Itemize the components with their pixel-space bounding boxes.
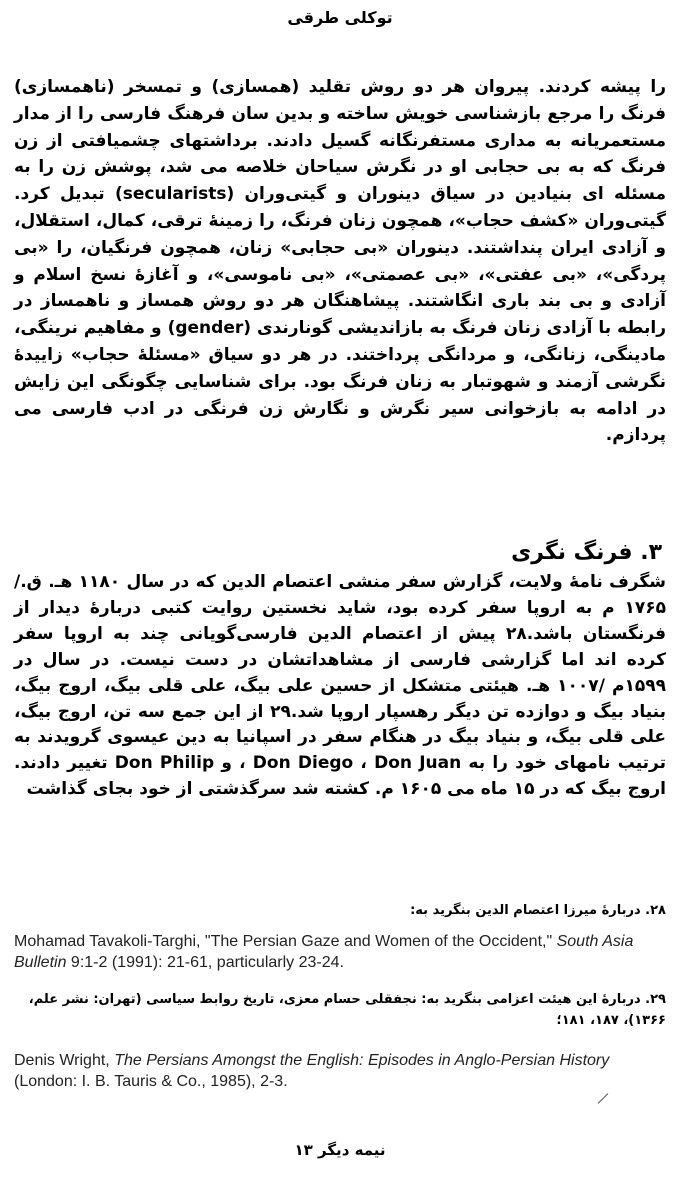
footnote-29-english — [14, 1050, 666, 1092]
section2-paragraph: شگرف نامهٔ ولایت، گزارش سفر منشی اعتصام الدین که در سال ۱۱۸۰ هـ. ق./ ۱۷۶۵ م به اروپا سفر کرده بود، شاید نخستین روایت کتبی دربارهٔ دیدار از فرنگستان باشد.۲۸ پیش از اعتصام الدین فارسی‌گویانی چند به اروپا سفر کرده اند اما گزارشی فارسی از مشاهداتشان در دست نیست. در سال در ۱۵۹۹م /۱۰۰۷ هـ. هیئتی متشکل از حسین علی بیگ، علی قلی بیگ، اروج بیگ، بنیاد بیگ و دوازده تن دیگر رهسپار اروپا شد.۲۹ از این جمع سه تن، اروج بیگ، علی قلی بیگ، و بنیاد بیگ در هنگام سفر در اسپانیا به دین عیسوی گرویدند به ترتیب نامهای خود را به Don Diego ، Don Juan ، و Don Philip تغییر دادند. اروج بیگ که در ۱۵ ماه می ۱۶۰۵ م. کشته شد سرگذشتی از خود بجای گذاشت — [14, 572, 666, 800]
footnote-28-english — [14, 931, 666, 973]
section1-body — [14, 74, 666, 449]
footnote-28-persian: ۲۸. دربارهٔ میرزا اعتصام الدین بنگرید به: — [410, 903, 666, 918]
footnote-28-text-a: Mohamad Tavakoli-Targhi, "The Persian Gaze and Women of the Occident," — [14, 933, 557, 950]
footnote-28-journal: South Asia Bulletin — [14, 933, 634, 971]
footnote-29-text-b: (London: I. B. Tauris & Co., 1985), 2-3. — [14, 1073, 288, 1090]
section2-body — [14, 570, 666, 803]
pen-mark — [598, 1093, 609, 1104]
running-header: توکلی طرقی — [287, 8, 393, 27]
footnote-29-book-title: The Persians Amongst the English: Episodes in Anglo-Persian History — [114, 1052, 610, 1069]
footnote-29-text-a: Denis Wright, — [14, 1052, 115, 1069]
footnote-28-text-b: 9:1-2 (1991): 21-61, particularly 23-24. — [66, 954, 344, 971]
footnote-29-persian: ۲۹. دربارهٔ این هیئت اعزامی بنگرید به: نجفقلی حسام معزی، تاریخ روابط سیاسی (تهران: نشر علم، ۱۳۶۶)، ۱۸۷، ۱۸۱؛ — [28, 992, 666, 1028]
page-footer: نیمه دیگر ۱۳ — [294, 1141, 386, 1159]
section1-paragraph: را پیشه کردند. پیروان هر دو روش تقلید (همسازی) و تمسخر (ناهمسازی) فرنگ را مرجع بازشناسی خویش ساخته و بدین سان فرهنگ فارسی را از مدار مستعمریانه به مداری مستفرنگانه گسیل دادند. برداشتهای چشمیافتی از زن فرنگ که به بی حجابی او در نگرش سیاحان خلاصه می شد، پوشش زن را به مسئله ای بنیادین در سیاق دینوران و گیتی‌وران (secularists) تبدیل کرد. گیتی‌وران «کشف حجاب»، همچون زنان فرنگ، را زمینهٔ ترقی، کمال، استقلال، و آزادی ایران پنداشتند. دینوران «بی حجابی» زنان، همچون فرنگیان، را «بی پردگی»، «بی عفتی»، «بی عصمتی»، «بی ناموسی»، و آغازهٔ نسخ اسلام و آزادی و بی بند باری انگاشتند. پیشاهنگان هر دو روش همساز و ناهمساز در رابطه با آزادی زنان فرنگ به بازاندیشی گونارندی (gender) و مفاهیم نرینگی، مادینگی، زنانگی، و مردانگی پرداختند. در هر دو سیاق «مسئلهٔ حجاب» زاییدهٔ نگرشی آزمند و شهوتبار به زنان فرنگ بود. برای شناسایی چگونگی این زایش در ادامه به بازخوانی سیر نگرش و نگارش زن فرنگی در ادب فارسی می پردازم. — [14, 77, 667, 446]
section2-heading: ۳. فرنگ نگری — [511, 540, 662, 565]
